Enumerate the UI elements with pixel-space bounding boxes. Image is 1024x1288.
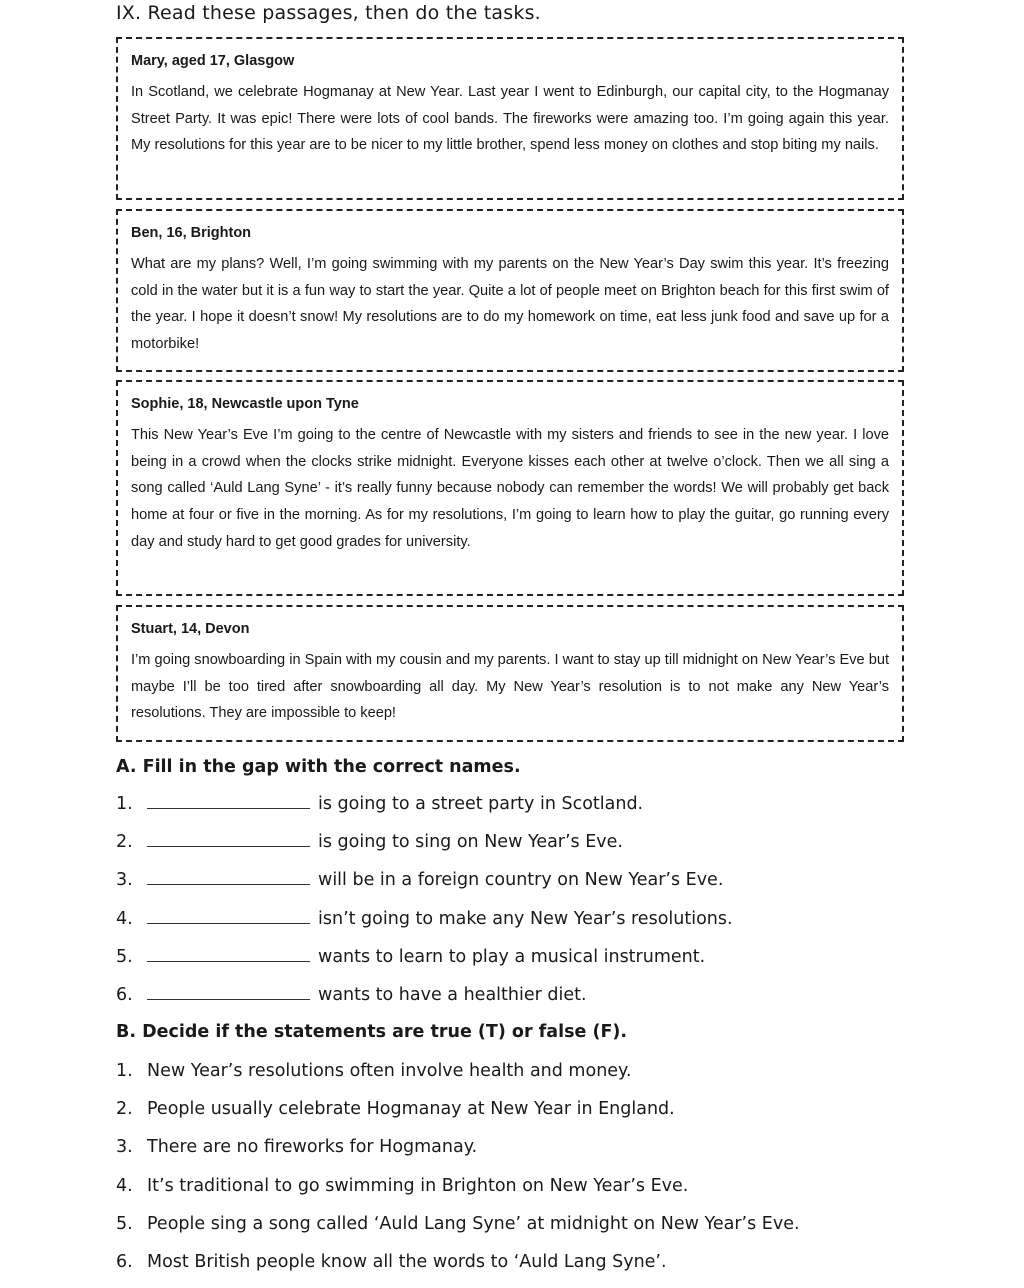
item-text: It’s traditional to go swimming in Brighton on New Year’s Eve.: [147, 1175, 689, 1196]
passage-sophie: [116, 380, 904, 596]
exercise-title: IX. Read these passages, then do the tasks.: [116, 2, 541, 24]
passage-text: This New Year’s Eve I’m going to the centre of Newcastle with my sisters and friends to see in the new year. I love being in a crowd when the clocks strike midnight. Everyone kisses each other at twelve o’clock. Then we all sing a song called ‘Auld Lang Syne’ - it’s really funny because nobody can remember the words! We will probably get back home at four or five in the morning. As for my resolutions, I’m going to learn how to play the guitar, go running every day and study hard to get good grades for university.: [131, 427, 889, 550]
item-text: will be in a foreign country on New Year’s Eve.: [318, 870, 724, 891]
list-item: [116, 983, 733, 1021]
item-number: 1.: [116, 794, 133, 814]
passage-text: In Scotland, we celebrate Hogmanay at New Year. Last year I went to Edinburgh, our capital city, to the Hogmanay Street Party. It was epic! There were lots of cool bands. The fireworks were amazing too. I’m going again this year. My resolutions for this year are to be nicer to my little brother, spend less money on clothes and stop biting my nails.: [131, 84, 889, 154]
answer-gap[interactable]: [147, 832, 310, 847]
item-number: 5.: [116, 1213, 133, 1234]
list-item: [116, 830, 733, 868]
item-number: 6.: [116, 984, 133, 1005]
section-b-list: [116, 1059, 800, 1288]
list-item: [116, 792, 733, 830]
list-item: [116, 1059, 800, 1097]
item-text: People usually celebrate Hogmanay at New Year in England.: [147, 1099, 675, 1120]
list-item: [116, 1212, 800, 1250]
item-number: 1.: [116, 1061, 133, 1081]
passage-ben: [116, 209, 904, 372]
answer-gap[interactable]: [147, 870, 310, 885]
list-item: [116, 945, 733, 983]
answer-gap[interactable]: [147, 985, 310, 1000]
item-text: wants to have a healthier diet.: [318, 984, 587, 1005]
item-text: isn’t going to make any New Year’s resolutions.: [318, 908, 733, 929]
list-item: [116, 1174, 800, 1212]
list-item: [116, 1097, 800, 1135]
item-number: 5.: [116, 946, 133, 967]
item-text: is going to sing on New Year’s Eve.: [318, 832, 623, 853]
item-number: 3.: [116, 1137, 133, 1158]
passage-text: What are my plans? Well, I’m going swimming with my parents on the New Year’s Day swim this year. It’s freezing cold in the water but it is a fun way to start the year. Quite a lot of people meet on Brighton beach for this first swim of the year. I hope it doesn’t snow! My resolutions are to do my homework on time, eat less junk food and save up for a motorbike!: [131, 256, 889, 353]
passage-stuart: [116, 605, 904, 742]
passage-author: Stuart, 14, Devon: [131, 621, 250, 637]
section-a-heading: A. Fill in the gap with the correct names.: [116, 757, 521, 777]
item-number: 3.: [116, 870, 133, 891]
list-item: [116, 907, 733, 945]
item-text: New Year’s resolutions often involve health and money.: [147, 1061, 632, 1081]
list-item: [116, 868, 733, 906]
answer-gap[interactable]: [147, 794, 310, 809]
answer-gap[interactable]: [147, 947, 310, 962]
passage-text: I’m going snowboarding in Spain with my cousin and my parents. I want to stay up till midnight on New Year’s Eve but maybe I’ll be too tired after snowboarding all day. My New Year’s resolution is to not make any New Year’s resolutions. They are impossible to keep!: [131, 652, 889, 722]
item-text: There are no fireworks for Hogmanay.: [147, 1137, 478, 1158]
list-item: [116, 1135, 800, 1173]
answer-gap[interactable]: [147, 909, 310, 924]
item-text: is going to a street party in Scotland.: [318, 794, 644, 814]
section-a-list: [116, 792, 733, 1021]
section-b-heading: B. Decide if the statements are true (T) or false (F).: [116, 1022, 628, 1042]
item-number: 4.: [116, 1175, 133, 1196]
passage-author: Sophie, 18, Newcastle upon Tyne: [131, 396, 359, 412]
item-number: 4.: [116, 908, 133, 929]
item-number: 2.: [116, 1099, 133, 1120]
item-number: 2.: [116, 832, 133, 853]
item-number: 6.: [116, 1251, 133, 1272]
passage-author: Mary, aged 17, Glasgow: [131, 53, 295, 69]
item-text: Most British people know all the words to ‘Auld Lang Syne’.: [147, 1251, 667, 1272]
passage-mary: [116, 37, 904, 200]
list-item: [116, 1250, 800, 1288]
item-text: wants to learn to play a musical instrument.: [318, 946, 706, 967]
item-text: People sing a song called ‘Auld Lang Syne’ at midnight on New Year’s Eve.: [147, 1213, 800, 1234]
passage-author: Ben, 16, Brighton: [131, 225, 252, 241]
